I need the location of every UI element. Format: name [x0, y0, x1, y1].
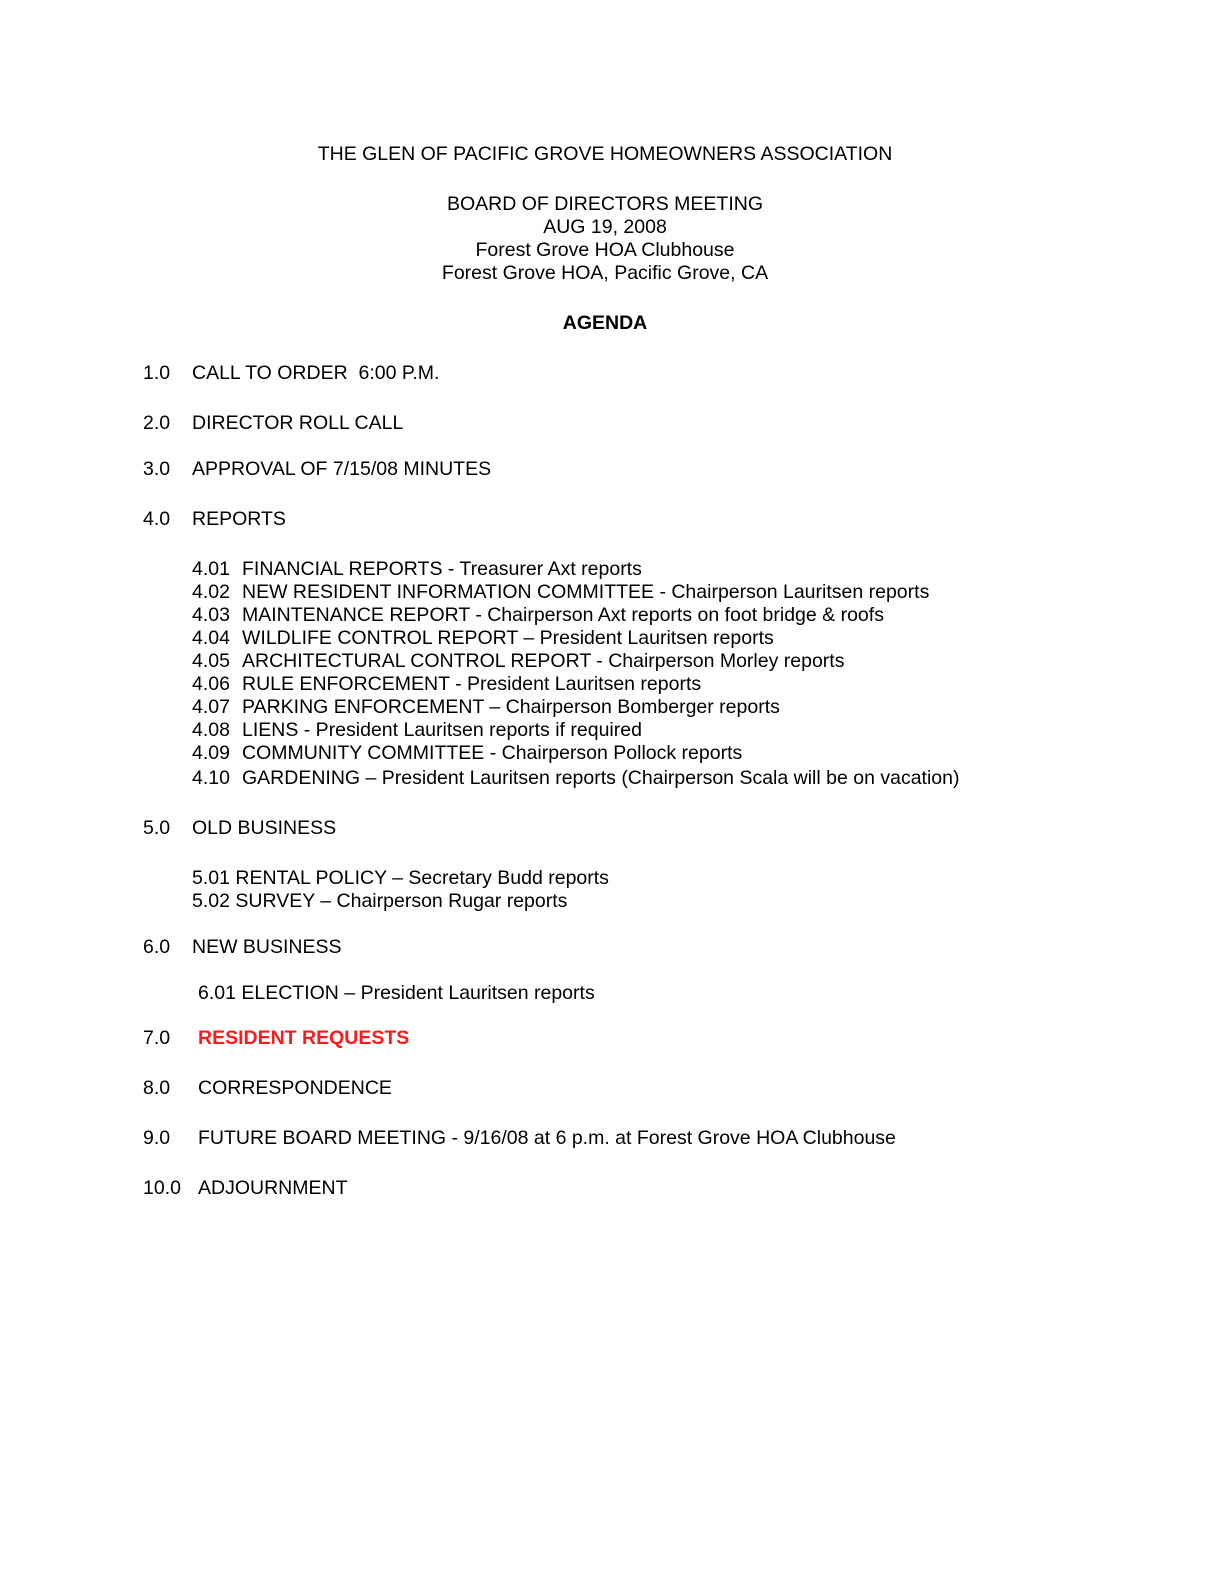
agenda-item-number: 1.0 [143, 362, 171, 384]
agenda-item-6 [143, 936, 342, 959]
agenda-item-number: 4.0 [143, 508, 171, 530]
agenda-item-number: 9.0 [143, 1127, 171, 1149]
report-item [192, 696, 780, 719]
agenda-item-number: 2.0 [143, 412, 171, 434]
report-item [192, 673, 701, 696]
report-text: WILDLIFE CONTROL REPORT – President Lauritsen reports [242, 627, 774, 649]
report-text: GARDENING – President Lauritsen reports (Chairperson Scala will be on vacation) [242, 767, 960, 789]
agenda-item-text: REPORTS [192, 508, 286, 530]
report-number: 4.03 [192, 604, 230, 626]
agenda-item-3 [143, 458, 491, 481]
agenda-item-number: 3.0 [143, 458, 171, 480]
report-item [192, 604, 884, 627]
meeting-date: AUG 19, 2008 [543, 216, 667, 238]
meeting-venue: Forest Grove HOA Clubhouse [475, 239, 735, 261]
agenda-item-number: 6.0 [143, 936, 171, 958]
agenda-item-4 [143, 508, 286, 531]
org-title: THE GLEN OF PACIFIC GROVE HOMEOWNERS ASSOCIATION [317, 143, 893, 165]
agenda-item-text: CALL TO ORDER 6:00 P.M. [192, 362, 440, 384]
agenda-heading: AGENDA [562, 312, 648, 334]
report-number: 4.07 [192, 696, 230, 718]
report-text: ARCHITECTURAL CONTROL REPORT - Chairperson Morley reports [242, 650, 845, 672]
report-number: 4.09 [192, 742, 230, 764]
meeting-title: BOARD OF DIRECTORS MEETING [447, 193, 763, 215]
agenda-item-7 [143, 1027, 409, 1050]
report-item [192, 558, 642, 581]
report-number: 4.04 [192, 627, 230, 649]
report-item [192, 767, 959, 790]
agenda-item-10 [143, 1177, 348, 1200]
agenda-item-8 [143, 1077, 392, 1100]
report-text: LIENS - President Lauritsen reports if required [242, 719, 642, 741]
agenda-item-number: 7.0 [143, 1027, 171, 1049]
report-number: 4.08 [192, 719, 230, 741]
report-number: 4.01 [192, 558, 230, 580]
report-text: MAINTENANCE REPORT - Chairperson Axt reports on foot bridge & roofs [242, 604, 884, 626]
agenda-item-text: NEW BUSINESS [192, 936, 342, 958]
report-text: NEW RESIDENT INFORMATION COMMITTEE - Chairperson Lauritsen reports [242, 581, 930, 603]
agenda-item-text: OLD BUSINESS [192, 817, 337, 839]
report-item [192, 742, 742, 765]
agenda-item-1 [143, 362, 439, 385]
report-item [192, 719, 642, 742]
meeting-location: Forest Grove HOA, Pacific Grove, CA [441, 262, 769, 284]
agenda-item-text: CORRESPONDENCE [198, 1077, 392, 1099]
old-business-item: 5.01 RENTAL POLICY – Secretary Budd reports [192, 867, 609, 889]
report-text: RULE ENFORCEMENT - President Lauritsen reports [242, 673, 702, 695]
report-text: FINANCIAL REPORTS - Treasurer Axt reports [242, 558, 642, 580]
report-item [192, 650, 844, 673]
agenda-item-5 [143, 817, 336, 840]
agenda-item-9 [143, 1127, 896, 1150]
report-number: 4.10 [192, 767, 230, 789]
agenda-item-number: 8.0 [143, 1077, 171, 1099]
agenda-item-number: 5.0 [143, 817, 171, 839]
old-business-item: 5.02 SURVEY – Chairperson Rugar reports [192, 890, 568, 912]
agenda-item-text: ADJOURNMENT [198, 1177, 348, 1199]
report-number: 4.06 [192, 673, 230, 695]
report-text: PARKING ENFORCEMENT – Chairperson Bomberger reports [242, 696, 780, 718]
agenda-item-number: 10.0 [143, 1177, 181, 1199]
resident-requests-label: RESIDENT REQUESTS [198, 1027, 410, 1049]
report-number: 4.05 [192, 650, 230, 672]
report-text: COMMUNITY COMMITTEE - Chairperson Pollock reports [242, 742, 743, 764]
agenda-item-2 [143, 412, 403, 435]
agenda-item-text: DIRECTOR ROLL CALL [192, 412, 404, 434]
report-item [192, 581, 929, 604]
agenda-item-text: APPROVAL OF 7/15/08 MINUTES [192, 458, 492, 480]
report-item [192, 627, 774, 650]
report-number: 4.02 [192, 581, 230, 603]
new-business-item: 6.01 ELECTION – President Lauritsen reports [198, 982, 595, 1004]
agenda-item-text: FUTURE BOARD MEETING - 9/16/08 at 6 p.m. at Forest Grove HOA Clubhouse [198, 1127, 896, 1149]
